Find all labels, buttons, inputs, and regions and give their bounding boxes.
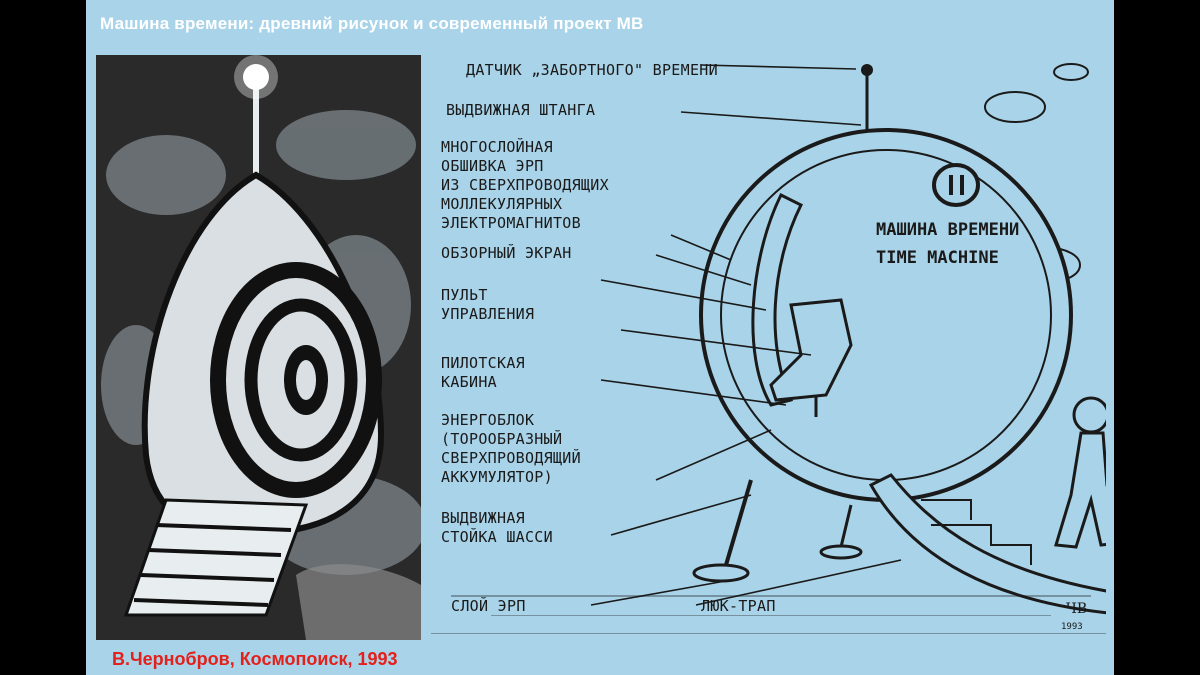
label-erp-layer: СЛОЙ ЭРП	[451, 597, 526, 615]
label-cockpit-line1: ПИЛОТСКАЯ	[441, 354, 525, 372]
ship-title-en: TIME MACHINE	[876, 248, 999, 268]
label-skin-line3: ИЗ СВЕРХПРОВОДЯЩИХ	[441, 176, 609, 194]
label-view-screen: ОБЗОРНЫЙ ЭКРАН	[441, 244, 572, 262]
label-console-line2: УПРАВЛЕНИЯ	[441, 305, 535, 323]
label-chassis-line1: ВЫДВИЖНАЯ	[441, 509, 525, 527]
label-skin-line5: ЭЛЕКТРОМАГНИТОВ	[441, 214, 581, 232]
slide	[86, 0, 1114, 675]
label-skin-line2: ОБШИВКА ЭРП	[441, 157, 544, 175]
label-time-sensor: ДАТЧИК „ЗАБОРТНОГО" ВРЕМЕНИ	[466, 61, 718, 79]
label-power-line1: ЭНЕРГОБЛОК	[441, 411, 535, 429]
label-power-line3: СВЕРХПРОВОДЯЩИЙ	[441, 449, 581, 467]
ufo-small-2	[985, 92, 1045, 122]
label-cockpit-line2: КАБИНА	[441, 373, 497, 391]
ancient-drawing	[96, 55, 421, 640]
label-extendable-rod: ВЫДВИЖНАЯ ШТАНГА	[446, 101, 596, 119]
drawing-year: 1993	[1061, 622, 1083, 632]
label-chassis-line2: СТОЙКА ШАССИ	[441, 528, 553, 546]
ship-title-ru: МАШИНА ВРЕМЕНИ	[876, 220, 1020, 240]
slide-title: Машина времени: древний рисунок и современный проект МВ	[100, 14, 644, 33]
label-console-line1: ПУЛЬТ	[441, 286, 488, 304]
slide-caption: В.Чернобров, Космопоиск, 1993	[112, 649, 398, 669]
label-power-line4: АККУМУЛЯТОР)	[441, 468, 553, 486]
ufo-small-1	[1054, 64, 1088, 80]
label-skin-line1: МНОГОСЛОЙНАЯ	[441, 138, 553, 156]
label-skin-line4: МОЛЛЕКУЛЯРНЫХ	[441, 195, 563, 213]
time-machine-diagram	[431, 55, 1106, 645]
label-power-line2: (ТОРООБРАЗНЫЙ	[441, 430, 563, 448]
signature: ЧВ	[1066, 601, 1088, 617]
label-hatch-ramp: ЛЮК-ТРАП	[701, 597, 776, 615]
